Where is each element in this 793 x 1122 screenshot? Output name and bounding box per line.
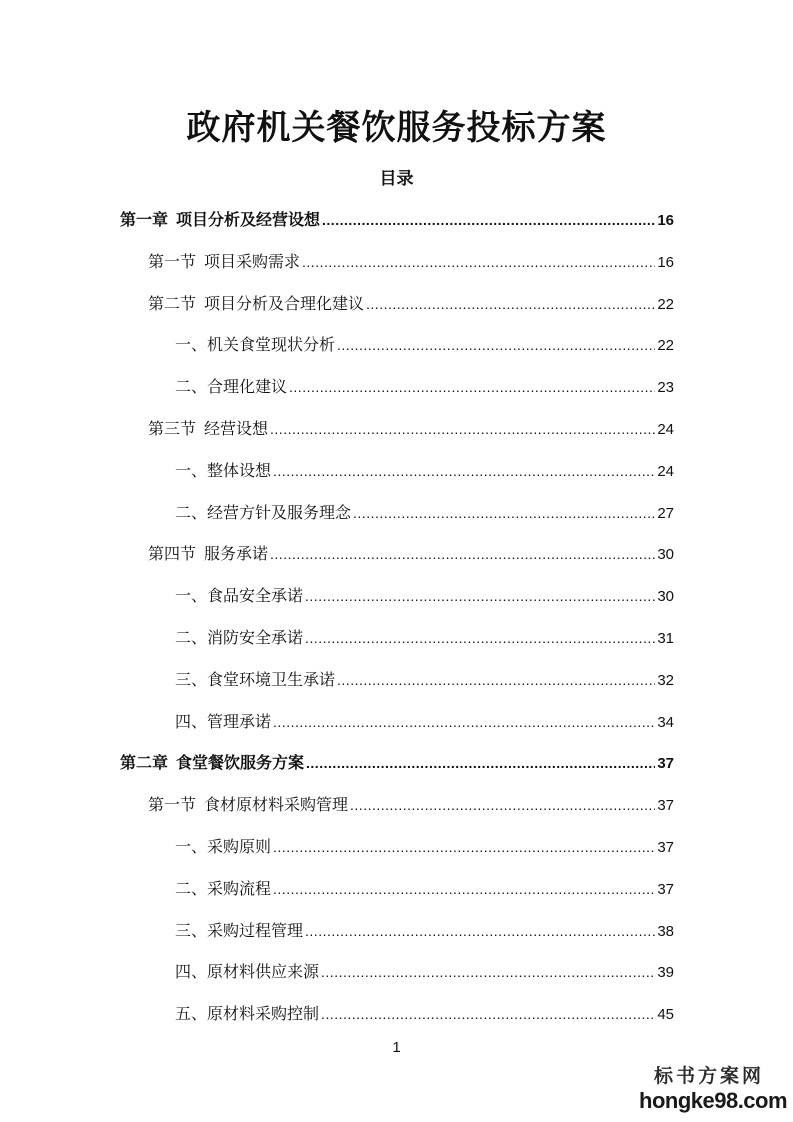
toc-entry-item[interactable] [175,1002,674,1026]
toc-entry-title: 食堂环境卫生承诺 [207,670,336,689]
toc-entry-number: 五、 [175,1004,208,1023]
toc-dot-leader [306,751,655,775]
toc-entry-title: 食材原材料采购管理 [204,795,349,814]
watermark-logo [639,1064,788,1114]
toc-entry-number: 第四节 [148,544,197,563]
toc-entry-item[interactable] [175,877,674,901]
toc-entry-title: 采购流程 [207,879,272,898]
toc-entry-title: 合理化建议 [207,377,288,396]
toc-dot-leader [337,668,655,692]
watermark-url: hongke98.com [639,1088,788,1113]
toc-entry-item[interactable] [175,375,674,399]
toc-entry-page: 38 [657,923,674,940]
toc-entry-title: 整体设想 [207,461,272,480]
toc-entry-page: 34 [657,714,674,731]
toc-entry-title: 消防安全承诺 [207,628,304,647]
toc-entry-page: 37 [657,755,674,772]
toc-entry-number: 第一节 [148,252,197,271]
toc-entry-page: 22 [657,337,674,354]
toc-entry-page: 27 [657,505,674,522]
toc-entry-page: 30 [657,546,674,563]
toc-entry-section[interactable] [148,417,674,441]
toc-entry-item[interactable] [175,960,674,984]
toc-entry-number: 二、 [175,503,208,522]
toc-entry-chapter[interactable] [120,751,674,775]
toc-entry-page: 22 [657,296,674,313]
toc-entry-number: 三、 [175,670,208,689]
toc-entry-number: 第二节 [148,294,197,313]
toc-dot-leader [350,793,655,817]
toc-entry-page: 37 [657,839,674,856]
toc-entry-section[interactable] [148,250,674,274]
document-title: 政府机关餐饮服务投标方案 [186,108,607,148]
toc-entry-title: 原材料供应来源 [207,962,320,981]
toc-dot-leader [337,333,655,357]
toc-dot-leader [321,1002,655,1026]
toc-entry-title: 采购原则 [207,837,272,856]
toc-entry-item[interactable] [175,626,674,650]
toc-dot-leader [305,584,655,608]
toc-entry-item[interactable] [175,710,674,734]
toc-entry-page: 24 [657,463,674,480]
toc-entry-item[interactable] [175,333,674,357]
toc-entry-number: 第一节 [148,795,197,814]
toc-entry-item[interactable] [175,919,674,943]
toc-entry-number: 一、 [175,837,208,856]
toc-entry-title: 服务承诺 [204,544,269,563]
toc-entry-item[interactable] [175,459,674,483]
toc-entry-title: 原材料采购控制 [207,1004,320,1023]
toc-entry-title: 项目分析及经营设想 [176,210,321,229]
toc-entry-section[interactable] [148,793,674,817]
toc-entry-number: 二、 [175,879,208,898]
toc-entry-number: 一、 [175,335,208,354]
toc-dot-leader [270,542,655,566]
toc-dot-leader [289,375,655,399]
toc-heading: 目录 [379,169,414,189]
toc-entry-number: 二、 [175,377,208,396]
toc-entry-title: 经营方针及服务理念 [207,503,352,522]
toc-entry-number: 第三节 [148,419,197,438]
toc-entry-page: 32 [657,672,674,689]
toc-entry-number: 四、 [175,962,208,981]
page-number: 1 [392,1039,401,1056]
toc-dot-leader [302,250,655,274]
toc-entry-title: 项目分析及合理化建议 [204,294,365,313]
toc-entry-number: 四、 [175,712,208,731]
toc-entry-page: 16 [657,212,674,229]
toc-dot-leader [273,877,655,901]
toc-entry-number: 三、 [175,921,208,940]
toc-entry-page: 24 [657,421,674,438]
toc-dot-leader [273,835,655,859]
toc-entry-title: 食堂餐饮服务方案 [176,753,305,772]
watermark-name: 标书方案网 [653,1065,764,1087]
toc-entry-title: 采购过程管理 [207,921,304,940]
toc-entry-section[interactable] [148,542,674,566]
toc-entry-title: 管理承诺 [207,712,272,731]
toc-entry-number: 一、 [175,586,208,605]
toc-entry-page: 23 [657,379,674,396]
toc-entry-number: 二、 [175,628,208,647]
toc-entry-item[interactable] [175,584,674,608]
toc-entry-title: 经营设想 [204,419,269,438]
toc-dot-leader [366,292,655,316]
toc-entry-page: 37 [657,797,674,814]
toc-entry-page: 37 [657,881,674,898]
toc-entry-page: 31 [657,630,674,647]
toc-dot-leader [270,417,655,441]
toc-entry-number: 第二章 [120,753,169,772]
toc-entry-title: 食品安全承诺 [207,586,304,605]
toc-dot-leader [321,960,655,984]
toc-entry-title: 项目采购需求 [204,252,301,271]
toc-entry-page: 30 [657,588,674,605]
toc-entry-section[interactable] [148,292,674,316]
toc-dot-leader [353,501,655,525]
toc-entry-page: 39 [657,964,674,981]
toc-entry-title: 机关食堂现状分析 [207,335,336,354]
toc-entry-item[interactable] [175,501,674,525]
toc-entry-number: 第一章 [120,210,169,229]
toc-dot-leader [305,919,655,943]
toc-dot-leader [273,459,655,483]
toc-dot-leader [273,710,655,734]
toc-entry-page: 45 [657,1006,674,1023]
toc-dot-leader [322,208,655,232]
toc-entry-chapter[interactable] [120,208,674,232]
toc-entry-number: 一、 [175,461,208,480]
toc-entry-page: 16 [657,254,674,271]
toc-entry-item[interactable] [175,668,674,692]
toc-dot-leader [305,626,655,650]
toc-entry-item[interactable] [175,835,674,859]
